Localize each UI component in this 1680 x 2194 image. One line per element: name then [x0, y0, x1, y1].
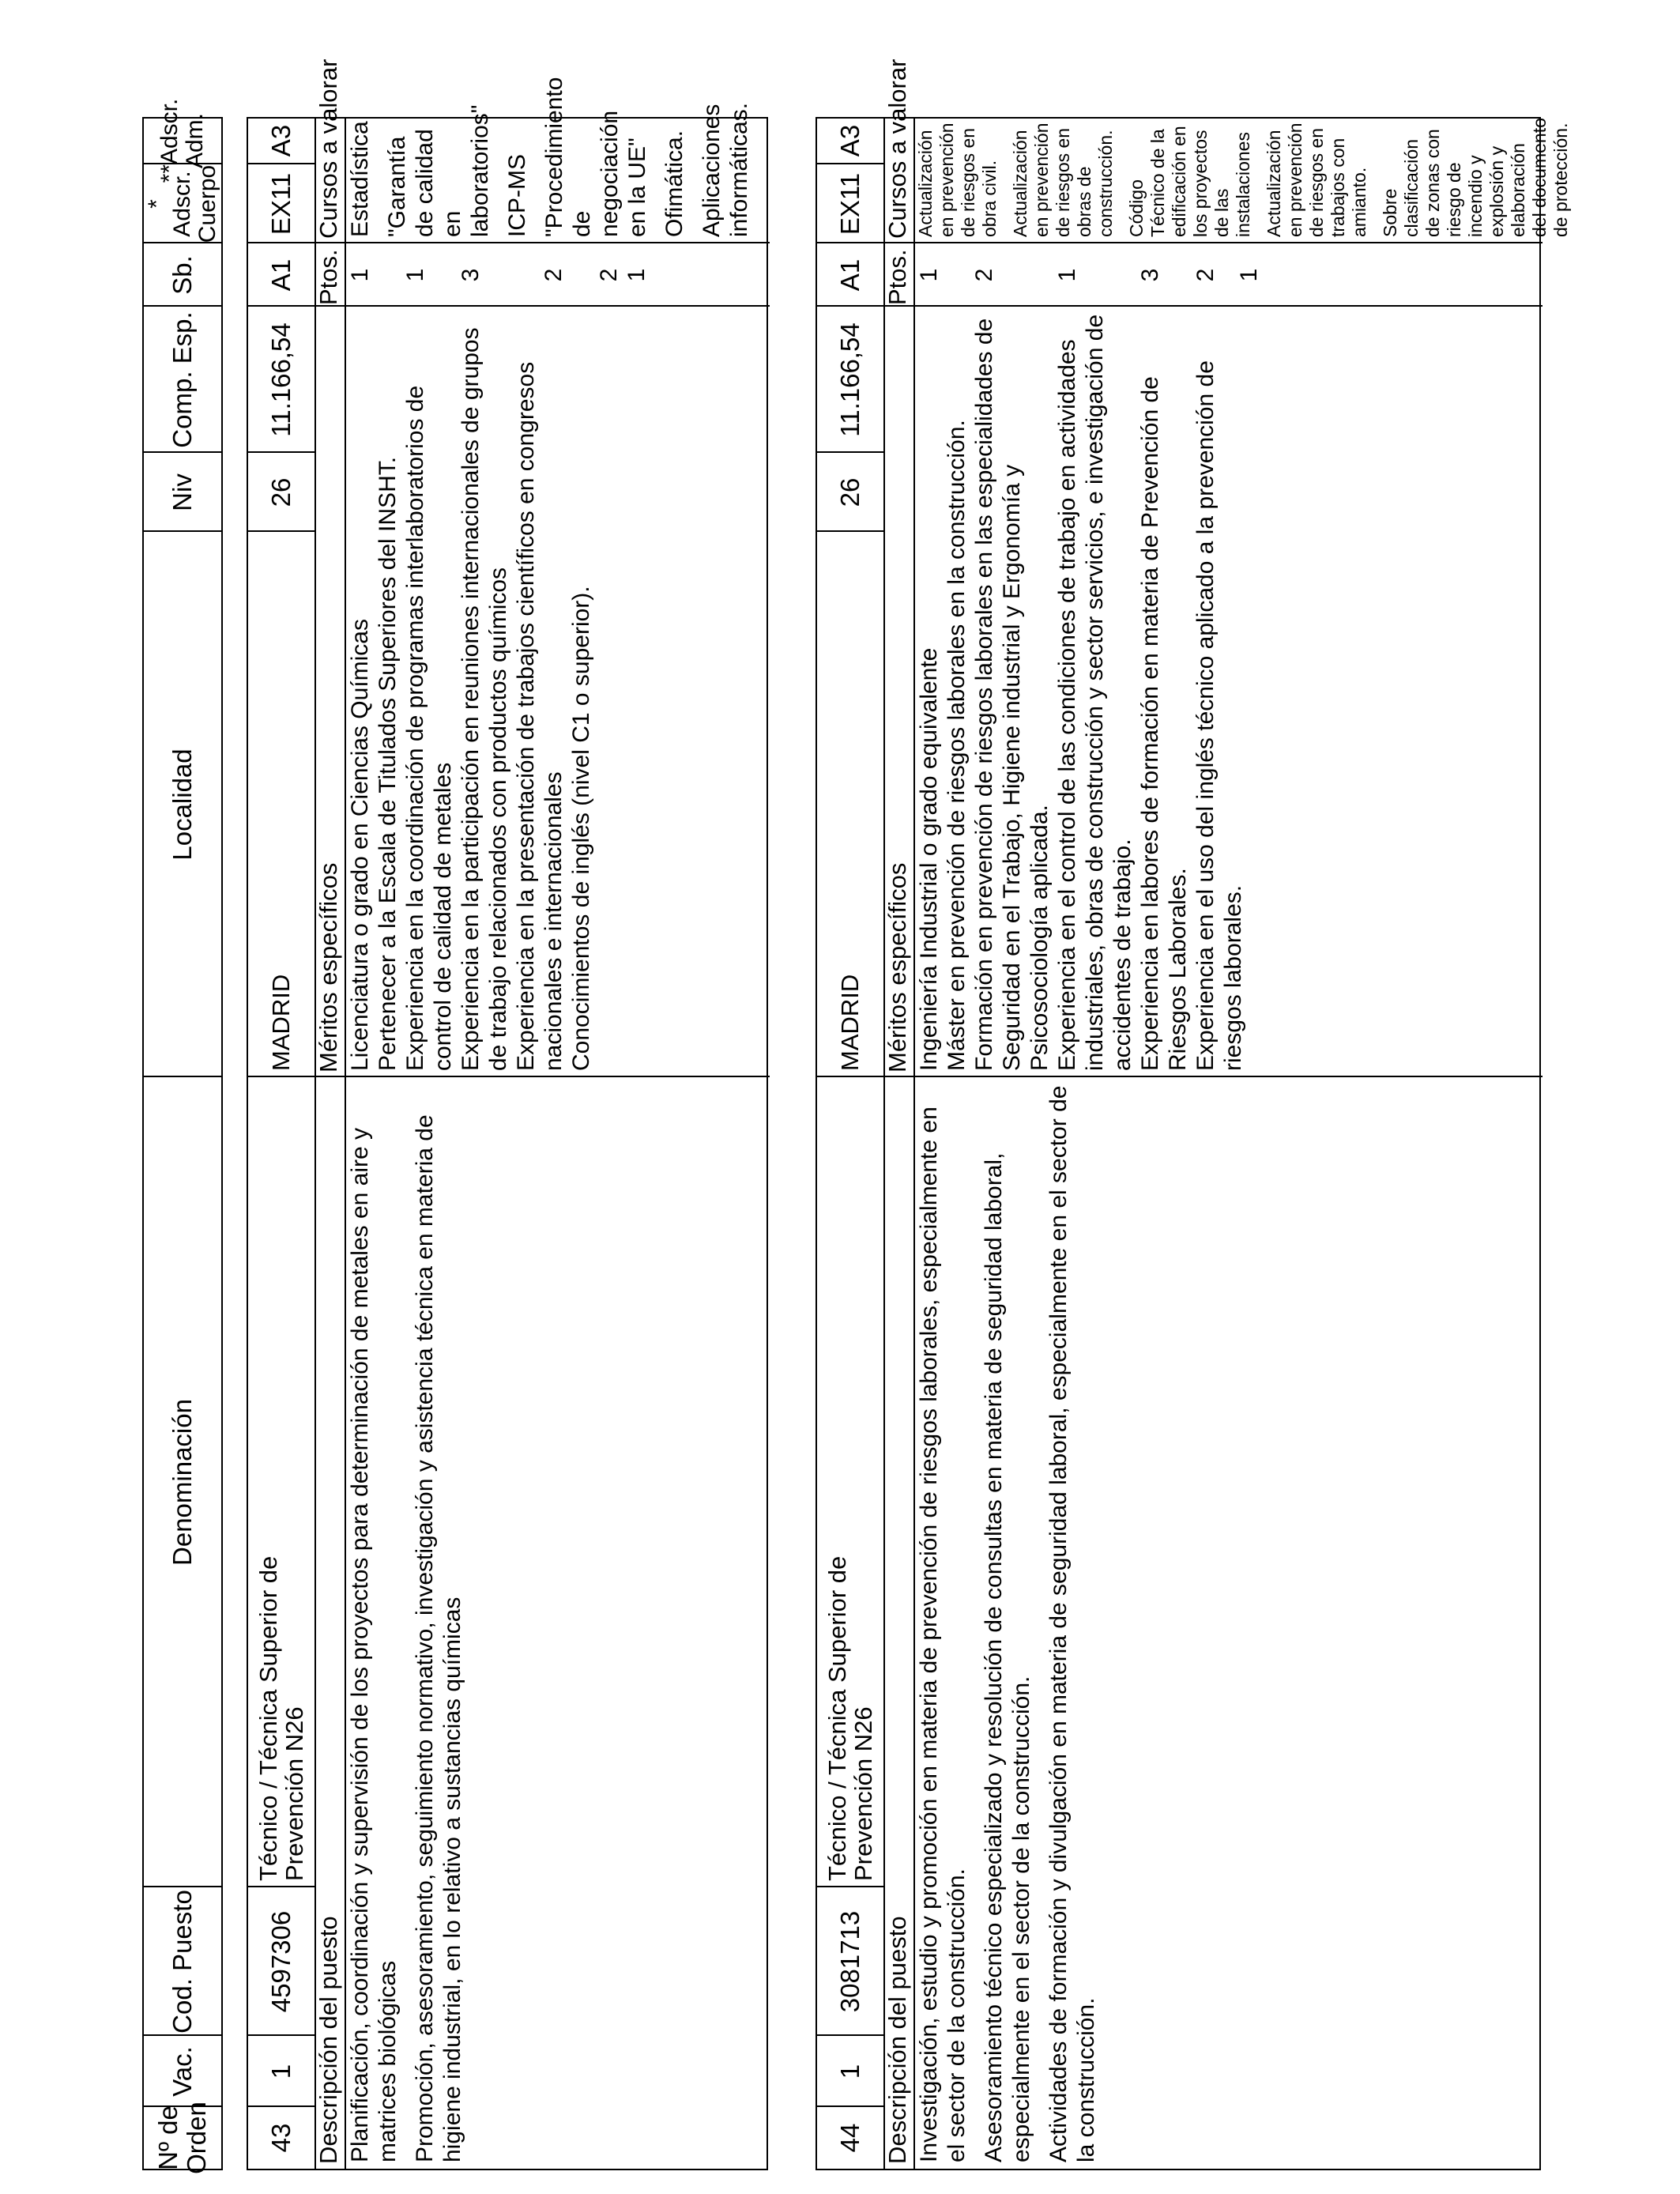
entry-vac: 1 [266, 2064, 296, 2079]
header-adscr-adm: **Adscr. Adm. [156, 98, 208, 183]
entry-denominacion: Técnico / Técnica Superior de Prevención N26 [823, 1555, 877, 1881]
merito-item: Experiencia en el uso del inglés técnico aplicado a la prevención de riesgos laborales. [1192, 360, 1246, 1071]
entry-adscr-adm: A3 [835, 124, 864, 157]
ptos-value: 3 [458, 268, 484, 282]
curso-item: Ofimática. [661, 130, 687, 237]
merito-item: Conocimientos de inglés (nivel C1 o superior). [568, 586, 594, 1071]
curso-item: Actualización en prevención de riesgos en obra civil. [915, 123, 1000, 237]
descripcion-item: Investigación, estudio y promoción en materia de prevención de riesgos laborales, especialmente en el sector de la construcción. [916, 1106, 970, 2162]
descripcion-item: Planificación, coordinación y supervisión de los proyectos para determinación de metales en aire y matrices biológicas [347, 1127, 401, 2162]
merito-item: Experiencia en el control de las condiciones de trabajo en actividades industriales, obras de construcción y sector servicios, e investigación de accidentes de trabajo. [1054, 314, 1136, 1071]
header-localidad: Localidad [168, 748, 197, 861]
curso-item: Estadística [347, 121, 373, 237]
ptos-value: 3 [1137, 268, 1163, 282]
entry-localidad: MADRID [267, 974, 295, 1071]
curso-item: Actualización en prevención de riesgos en trabajos con amianto. [1264, 123, 1369, 237]
entry-44 [816, 58, 1571, 2170]
cursos-column [346, 77, 753, 243]
entry-adscr-cuerpo: EX11 [835, 172, 864, 236]
entry-adscr-adm: A3 [266, 124, 296, 157]
merito-item: Experiencia en la participación en reuniones internacionales de grupos de trabajo relacionados con productos químicos [458, 327, 511, 1071]
curso-item: "Garantía de calidad en laboratorios" [384, 104, 493, 237]
curso-item: Sobre clasificación de zonas con riesgo de incendio y explosión y elaboración del documento de protección. [1380, 118, 1571, 237]
entry-43 [247, 58, 768, 2170]
ptos-value: 2 [541, 268, 567, 282]
merito-item: Ingeniería Industrial o grado equivalente [916, 647, 942, 1071]
label-descripcion: Descripción del puesto [315, 1916, 342, 2164]
merito-item: Experiencia en la coordinación de programas interlaboratorios de control de calidad de metales [402, 385, 456, 1071]
entry-orden: 43 [266, 2123, 296, 2153]
header-niv: Niv [168, 473, 197, 511]
label-cursos: Cursos a valorar [315, 58, 342, 239]
ptos-value: 1 [916, 268, 942, 282]
header-orden: Nº de Orden [153, 2102, 211, 2174]
meritos-text [346, 307, 595, 1077]
header-sb: Sb. [168, 255, 197, 295]
merito-item: Pertenecer a la Escala de Titulados Superiores del INSHT. [375, 456, 401, 1071]
merito-item: Experiencia en labores de formación en materia de Prevención de Riesgos Laborales. [1137, 376, 1191, 1071]
descripcion-item: Asesoramiento técnico especializado y resolución de consultas en materia de seguridad laboral, especialmente en el sector de la construcción. [981, 1152, 1034, 2162]
header-adscr-cuerpo: * Adscr. Cuerpo [144, 164, 220, 243]
header-cod: Cod. Puesto [168, 1890, 197, 2034]
label-ptos: Ptos. [883, 249, 911, 305]
ptos-value: 1 [402, 268, 428, 282]
descripcion-item: Promoción, asesoramiento, seguimiento normativo, investigación y asistencia técnica en materia de higiene industrial, en lo relativo a sustancias químicas [412, 1114, 465, 2162]
entry-denominacion: Técnico / Técnica Superior de Prevención N26 [254, 1555, 308, 1881]
entry-adscr-cuerpo: EX11 [266, 172, 296, 236]
merito-item: Licenciatura o grado en Ciencias Químicas [347, 619, 373, 1071]
header-denominacion: Denominación [168, 1399, 197, 1566]
curso-item: ICP-MS [504, 154, 530, 237]
ptos-value: 2 [971, 268, 997, 282]
curso-item: Aplicaciones informáticas. [699, 102, 752, 237]
descripcion-text [915, 1077, 1100, 2169]
entry-cod: 3081713 [835, 1910, 864, 2013]
curso-item: Código Técnico de la edificación en los proyectos de las instalaciones [1126, 126, 1253, 237]
descripcion-text [346, 1077, 466, 2169]
entry-sb: A1 [266, 258, 296, 292]
entry-comp: 11.166,54 [835, 322, 864, 437]
label-cursos: Cursos a valorar [883, 58, 911, 239]
ptos-value: 1 [1236, 268, 1262, 282]
meritos-text [915, 307, 1247, 1077]
ptos-value: 2 [596, 268, 622, 282]
label-descripcion: Descripción del puesto [883, 1916, 911, 2164]
ptos-column [915, 243, 1263, 307]
curso-item: "Procedimiento de negociación en la UE" [541, 77, 650, 237]
ptos-value: 2 [1192, 268, 1219, 282]
descripcion-item: Actividades de formación y divulgación en materia de seguridad laboral, especialmente en el sector de la construcción. [1045, 1085, 1099, 2162]
header-comp: Comp. Esp. [168, 311, 197, 448]
label-ptos: Ptos. [315, 249, 342, 305]
entry-vac: 1 [835, 2064, 864, 2079]
header-vac: Vac. [168, 2046, 197, 2097]
merito-item: Formación en prevención de riesgos laborales en las especialidades de Seguridad en el Trabajo, Higiene industrial y Ergonomía y Psicosociología aplicada. [971, 318, 1053, 1071]
header-row [142, 98, 223, 2174]
entry-comp: 11.166,54 [266, 322, 296, 437]
ptos-value: 1 [347, 268, 373, 282]
entry-cod: 4597306 [266, 1910, 296, 2013]
ptos-column [346, 243, 650, 307]
label-meritos: Méritos específicos [315, 862, 342, 1072]
label-meritos: Méritos específicos [883, 862, 911, 1072]
entry-sb: A1 [835, 258, 864, 292]
merito-item: Experiencia en la presentación de trabajos científicos en congresos nacionales e internacionales [513, 361, 567, 1071]
merito-item: Máster en prevención de riesgos laborales en la construcción. [944, 420, 970, 1071]
ptos-value: 1 [1054, 268, 1080, 282]
cursos-column [915, 117, 1572, 243]
entry-niv: 26 [835, 477, 864, 507]
ptos-value: 1 [623, 268, 650, 282]
curso-item: Actualización en prevención de riesgos en obras de construcción. [1010, 123, 1116, 237]
entry-orden: 44 [835, 2123, 864, 2153]
entry-niv: 26 [266, 477, 296, 507]
entry-localidad: MADRID [836, 974, 864, 1071]
